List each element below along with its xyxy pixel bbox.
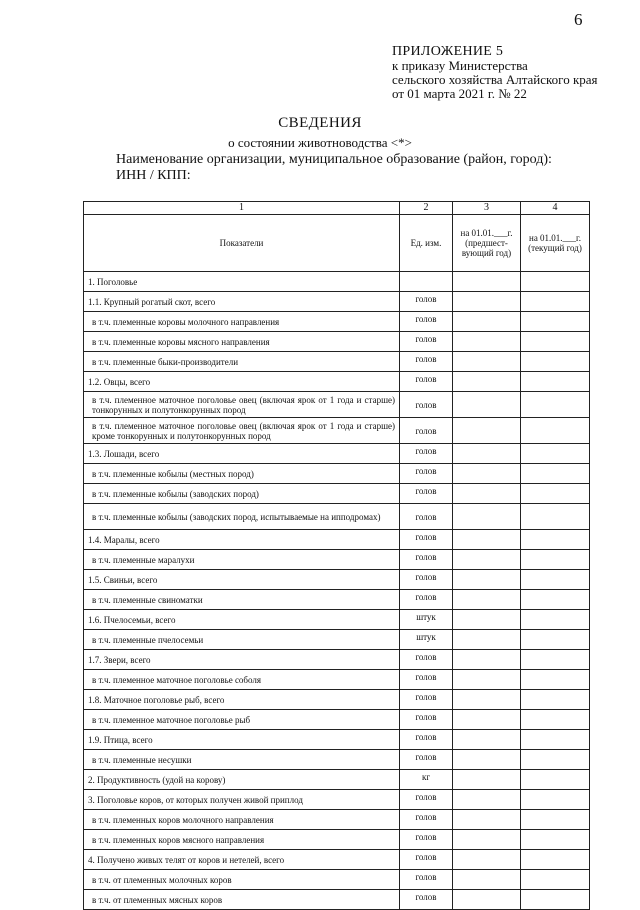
row-label: в т.ч. племенное маточное поголовье овец (включая ярок от 1 года и старше) тонкорунных и полутонкорунных пород bbox=[84, 392, 400, 418]
current-year-value-cell[interactable] bbox=[521, 570, 590, 590]
table-row bbox=[84, 610, 590, 630]
row-unit: голов bbox=[400, 292, 453, 312]
table-row bbox=[84, 730, 590, 750]
table-row bbox=[84, 590, 590, 610]
row-label: в т.ч. племенные кобылы (местных пород) bbox=[84, 464, 400, 484]
row-unit: голов bbox=[400, 690, 453, 710]
row-label: в т.ч. племенных коров мясного направления bbox=[84, 830, 400, 850]
table-row bbox=[84, 710, 590, 730]
row-unit: голов bbox=[400, 392, 453, 418]
document-subtitle: о состоянии животноводства <*> bbox=[228, 135, 412, 150]
row-label: 2. Продуктивность (удой на корову) bbox=[84, 770, 400, 790]
table-row bbox=[84, 770, 590, 790]
row-label: 1.1. Крупный рогатый скот, всего bbox=[84, 292, 400, 312]
row-unit: голов bbox=[400, 850, 453, 870]
row-unit: голов bbox=[400, 444, 453, 464]
row-unit: голов bbox=[400, 650, 453, 670]
row-label: 3. Поголовье коров, от которых получен живой приплод bbox=[84, 790, 400, 810]
previous-year-value-cell[interactable] bbox=[453, 730, 521, 750]
previous-year-value-cell[interactable] bbox=[453, 292, 521, 312]
row-label: в т.ч. племенные кобылы (заводских пород) bbox=[84, 484, 400, 504]
current-year-value-cell[interactable] bbox=[521, 444, 590, 464]
table-row bbox=[84, 810, 590, 830]
previous-year-value-cell[interactable] bbox=[453, 312, 521, 332]
current-year-value-cell[interactable] bbox=[521, 810, 590, 830]
row-unit: голов bbox=[400, 550, 453, 570]
previous-year-value-cell[interactable] bbox=[453, 690, 521, 710]
previous-year-value-cell[interactable] bbox=[453, 850, 521, 870]
current-year-value-cell[interactable] bbox=[521, 372, 590, 392]
row-label: в т.ч. племенные свиноматки bbox=[84, 590, 400, 610]
row-unit: голов bbox=[400, 670, 453, 690]
current-year-value-cell[interactable] bbox=[521, 550, 590, 570]
row-label: в т.ч. от племенных мясных коров bbox=[84, 890, 400, 910]
current-year-value-cell[interactable] bbox=[521, 392, 590, 418]
previous-year-value-cell[interactable] bbox=[453, 444, 521, 464]
table-row bbox=[84, 464, 590, 484]
row-label: в т.ч. племенных коров молочного направления bbox=[84, 810, 400, 830]
row-label: 1.2. Овцы, всего bbox=[84, 372, 400, 392]
header-unit: Ед. изм. bbox=[400, 215, 453, 272]
table-row bbox=[84, 570, 590, 590]
row-unit: голов bbox=[400, 810, 453, 830]
column-number: 2 bbox=[400, 202, 453, 215]
row-unit: голов bbox=[400, 372, 453, 392]
organization-name-label: Наименование организации, муниципальное образование (район, город): bbox=[116, 152, 552, 167]
current-year-value-cell[interactable] bbox=[521, 504, 590, 530]
current-year-value-cell[interactable] bbox=[521, 332, 590, 352]
row-unit bbox=[400, 272, 453, 292]
current-year-value-cell[interactable] bbox=[521, 850, 590, 870]
current-year-value-cell[interactable] bbox=[521, 790, 590, 810]
column-number: 4 bbox=[521, 202, 590, 215]
row-label: 1.3. Лошади, всего bbox=[84, 444, 400, 464]
current-year-value-cell[interactable] bbox=[521, 670, 590, 690]
table-row bbox=[84, 372, 590, 392]
row-unit: голов bbox=[400, 530, 453, 550]
current-year-value-cell[interactable] bbox=[521, 464, 590, 484]
previous-year-value-cell[interactable] bbox=[453, 750, 521, 770]
appendix-line-3: от 01 марта 2021 г. № 22 bbox=[392, 86, 527, 101]
previous-year-value-cell[interactable] bbox=[453, 770, 521, 790]
previous-year-value-cell[interactable] bbox=[453, 630, 521, 650]
table-row bbox=[84, 418, 590, 444]
previous-year-value-cell[interactable] bbox=[453, 332, 521, 352]
current-year-value-cell[interactable] bbox=[521, 352, 590, 372]
previous-year-value-cell[interactable] bbox=[453, 790, 521, 810]
row-label: в т.ч. племенные быки-производители bbox=[84, 352, 400, 372]
table-row bbox=[84, 750, 590, 770]
current-year-value-cell[interactable] bbox=[521, 830, 590, 850]
row-unit: голов bbox=[400, 750, 453, 770]
header-indicator: Показатели bbox=[84, 215, 400, 272]
row-unit: голов bbox=[400, 590, 453, 610]
header-row bbox=[84, 215, 590, 272]
row-label: 1.8. Маточное поголовье рыб, всего bbox=[84, 690, 400, 710]
current-year-value-cell[interactable] bbox=[521, 890, 590, 910]
previous-year-value-cell[interactable] bbox=[453, 590, 521, 610]
row-unit: голов bbox=[400, 332, 453, 352]
previous-year-value-cell[interactable] bbox=[453, 710, 521, 730]
table-row bbox=[84, 312, 590, 332]
row-label: 1.4. Маралы, всего bbox=[84, 530, 400, 550]
row-unit: голов bbox=[400, 504, 453, 530]
table-row bbox=[84, 690, 590, 710]
previous-year-value-cell[interactable] bbox=[453, 464, 521, 484]
table-row bbox=[84, 444, 590, 464]
row-label: 1.9. Птица, всего bbox=[84, 730, 400, 750]
previous-year-value-cell[interactable] bbox=[453, 372, 521, 392]
row-unit: кг bbox=[400, 770, 453, 790]
row-unit: голов bbox=[400, 570, 453, 590]
table-row bbox=[84, 670, 590, 690]
current-year-value-cell[interactable] bbox=[521, 292, 590, 312]
appendix-block bbox=[392, 45, 598, 101]
previous-year-value-cell[interactable] bbox=[453, 392, 521, 418]
current-year-value-cell[interactable] bbox=[521, 870, 590, 890]
column-number: 1 bbox=[84, 202, 400, 215]
previous-year-value-cell[interactable] bbox=[453, 418, 521, 444]
previous-year-value-cell[interactable] bbox=[453, 484, 521, 504]
table-row bbox=[84, 292, 590, 312]
previous-year-value-cell[interactable] bbox=[453, 352, 521, 372]
table-row bbox=[84, 352, 590, 372]
current-year-value-cell[interactable] bbox=[521, 610, 590, 630]
row-label: 4. Получено живых телят от коров и нетелей, всего bbox=[84, 850, 400, 870]
current-year-value-cell[interactable] bbox=[521, 710, 590, 730]
column-number-row bbox=[84, 202, 590, 215]
current-year-value-cell[interactable] bbox=[521, 272, 590, 292]
page-number: 6 bbox=[574, 10, 583, 29]
row-label: в т.ч. племенные коровы молочного направления bbox=[84, 312, 400, 332]
row-unit: голов bbox=[400, 418, 453, 444]
column-number: 3 bbox=[453, 202, 521, 215]
previous-year-value-cell[interactable] bbox=[453, 272, 521, 292]
header-current-year: на 01.01.___г. (текущий год) bbox=[521, 215, 590, 272]
table-row bbox=[84, 850, 590, 870]
row-unit: голов bbox=[400, 830, 453, 850]
inn-kpp-label: ИНН / КПП: bbox=[116, 168, 191, 183]
table-row bbox=[84, 630, 590, 650]
current-year-value-cell[interactable] bbox=[521, 770, 590, 790]
table-row bbox=[84, 332, 590, 352]
row-label: в т.ч. от племенных молочных коров bbox=[84, 870, 400, 890]
row-label: в т.ч. племенное маточное поголовье соболя bbox=[84, 670, 400, 690]
current-year-value-cell[interactable] bbox=[521, 418, 590, 444]
table-row bbox=[84, 392, 590, 418]
previous-year-value-cell[interactable] bbox=[453, 570, 521, 590]
previous-year-value-cell[interactable] bbox=[453, 870, 521, 890]
row-label: в т.ч. племенные кобылы (заводских пород, испытываемые на ипподромах) bbox=[84, 504, 400, 530]
appendix-title: ПРИЛОЖЕНИЕ 5 bbox=[392, 44, 504, 59]
row-label: 1. Поголовье bbox=[84, 272, 400, 292]
row-unit: штук bbox=[400, 630, 453, 650]
previous-year-value-cell[interactable] bbox=[453, 810, 521, 830]
current-year-value-cell[interactable] bbox=[521, 730, 590, 750]
table-row bbox=[84, 484, 590, 504]
row-label: 1.5. Свиньи, всего bbox=[84, 570, 400, 590]
row-label: 1.6. Пчелосемьи, всего bbox=[84, 610, 400, 630]
row-unit: голов bbox=[400, 870, 453, 890]
table-row bbox=[84, 272, 590, 292]
previous-year-value-cell[interactable] bbox=[453, 890, 521, 910]
current-year-value-cell[interactable] bbox=[521, 590, 590, 610]
table-row bbox=[84, 530, 590, 550]
current-year-value-cell[interactable] bbox=[521, 484, 590, 504]
row-unit: голов bbox=[400, 730, 453, 750]
row-label: в т.ч. племенные пчелосемьи bbox=[84, 630, 400, 650]
row-unit: голов bbox=[400, 890, 453, 910]
row-label: 1.7. Звери, всего bbox=[84, 650, 400, 670]
livestock-table bbox=[83, 201, 590, 910]
table-row bbox=[84, 650, 590, 670]
current-year-value-cell[interactable] bbox=[521, 690, 590, 710]
document-heading bbox=[0, 115, 640, 151]
document-title: СВЕДЕНИЯ bbox=[278, 115, 362, 131]
previous-year-value-cell[interactable] bbox=[453, 830, 521, 850]
table-row bbox=[84, 550, 590, 570]
row-unit: голов bbox=[400, 312, 453, 332]
appendix-line-1: к приказу Министерства bbox=[392, 58, 528, 73]
previous-year-value-cell[interactable] bbox=[453, 530, 521, 550]
header-previous-year: на 01.01.___г. (предшест-вующий год) bbox=[453, 215, 521, 272]
previous-year-value-cell[interactable] bbox=[453, 670, 521, 690]
row-label: в т.ч. племенные коровы мясного направления bbox=[84, 332, 400, 352]
row-unit: голов bbox=[400, 464, 453, 484]
previous-year-value-cell[interactable] bbox=[453, 610, 521, 630]
table-row bbox=[84, 790, 590, 810]
current-year-value-cell[interactable] bbox=[521, 750, 590, 770]
row-label: в т.ч. племенное маточное поголовье овец (включая ярок от 1 года и старше) кроме тонкорунных и полутонкорунных пород bbox=[84, 418, 400, 444]
row-unit: голов bbox=[400, 352, 453, 372]
table-row bbox=[84, 504, 590, 530]
previous-year-value-cell[interactable] bbox=[453, 550, 521, 570]
current-year-value-cell[interactable] bbox=[521, 312, 590, 332]
current-year-value-cell[interactable] bbox=[521, 650, 590, 670]
row-unit: штук bbox=[400, 610, 453, 630]
current-year-value-cell[interactable] bbox=[521, 630, 590, 650]
table-row bbox=[84, 870, 590, 890]
row-unit: голов bbox=[400, 484, 453, 504]
table-row bbox=[84, 890, 590, 910]
appendix-line-2: сельского хозяйства Алтайского края bbox=[392, 72, 598, 87]
row-label: в т.ч. племенное маточное поголовье рыб bbox=[84, 710, 400, 730]
organization-block bbox=[116, 152, 552, 184]
row-label: в т.ч. племенные несушки bbox=[84, 750, 400, 770]
current-year-value-cell[interactable] bbox=[521, 530, 590, 550]
row-unit: голов bbox=[400, 710, 453, 730]
previous-year-value-cell[interactable] bbox=[453, 504, 521, 530]
table-row bbox=[84, 830, 590, 850]
row-unit: голов bbox=[400, 790, 453, 810]
row-label: в т.ч. племенные маралухи bbox=[84, 550, 400, 570]
previous-year-value-cell[interactable] bbox=[453, 650, 521, 670]
